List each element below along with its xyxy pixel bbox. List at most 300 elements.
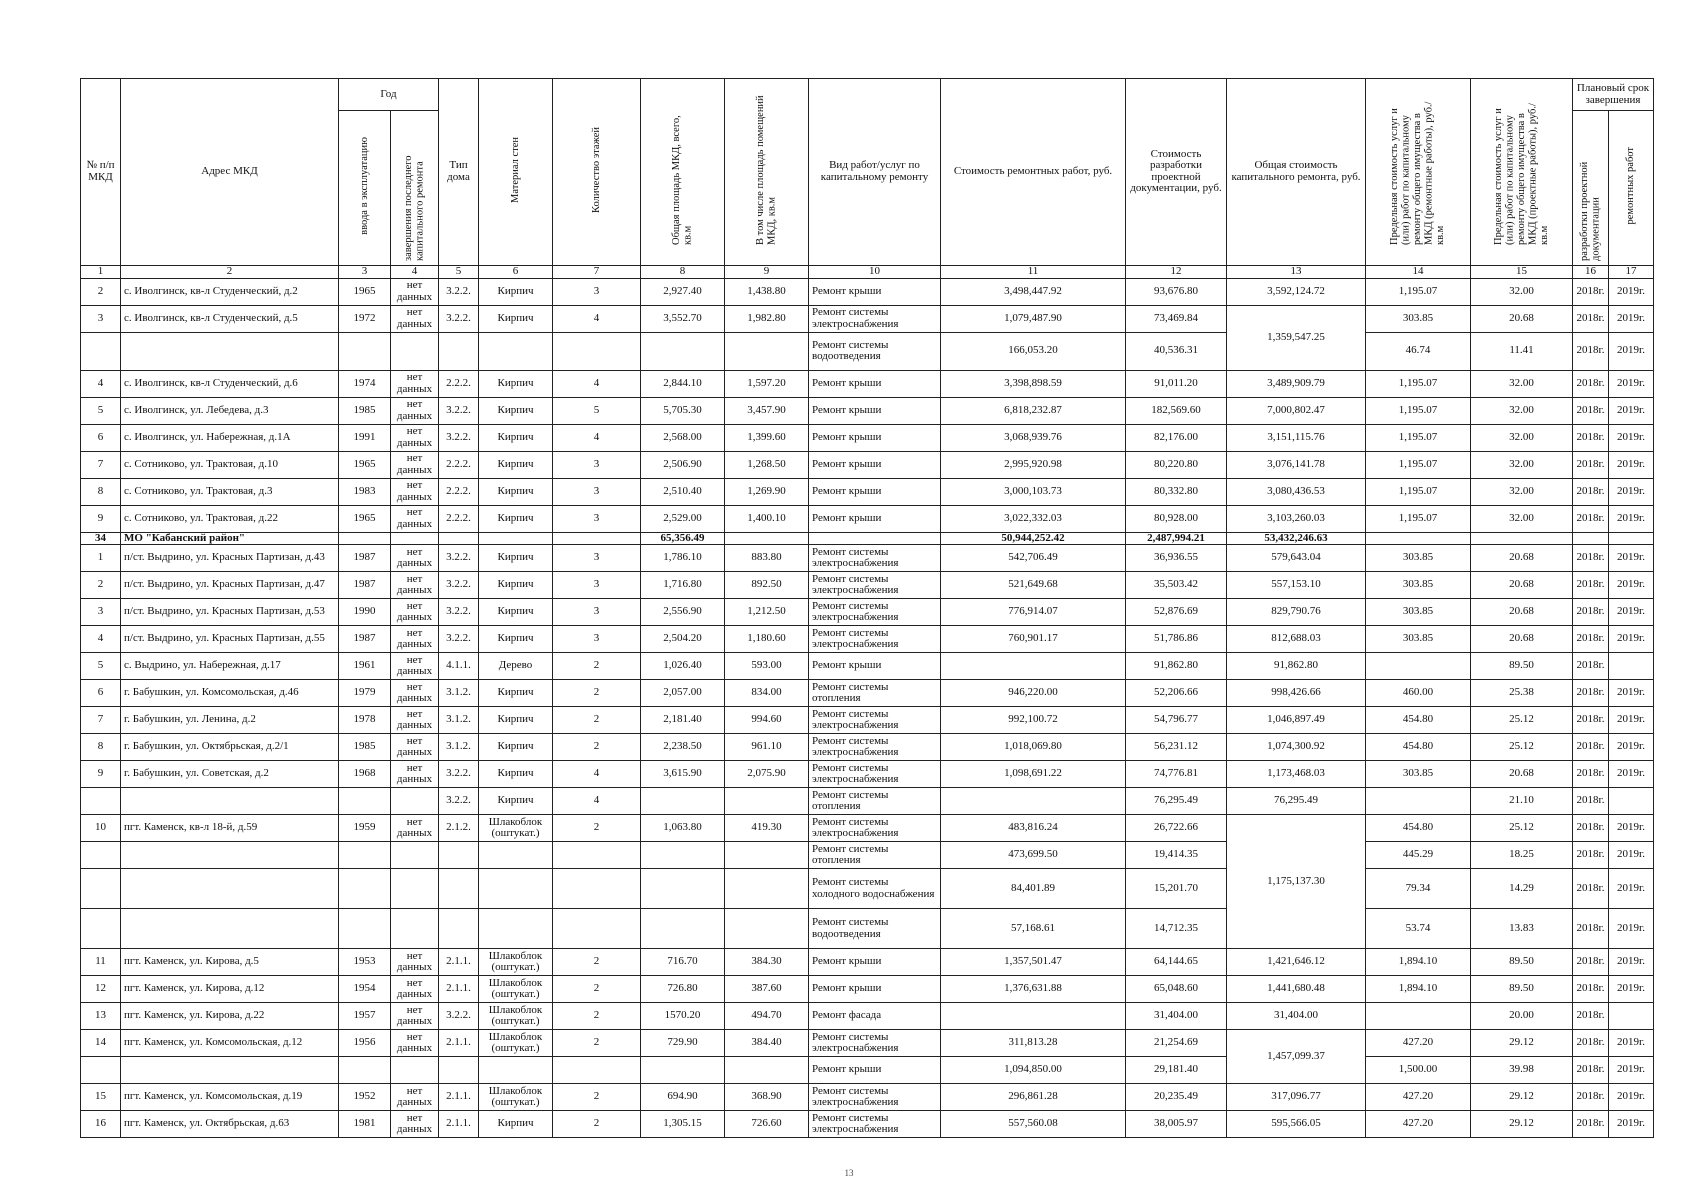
- table-cell: 1981: [339, 1111, 391, 1138]
- table-cell: [81, 788, 121, 815]
- table-cell: нет данных: [391, 626, 439, 653]
- header-work-type: Вид работ/услуг по капитальному ремонту: [809, 79, 941, 266]
- table-cell: 32.00: [1471, 478, 1573, 505]
- table-cell: 29.12: [1471, 1111, 1573, 1138]
- table-cell: нет данных: [391, 707, 439, 734]
- table-cell: 2,504.20: [641, 626, 725, 653]
- table-cell: 1,400.10: [725, 505, 809, 532]
- table-cell: 2018г.: [1573, 734, 1609, 761]
- table-cell: 892.50: [725, 572, 809, 599]
- capital-repair-table: [80, 78, 1654, 1138]
- table-cell: 2018г.: [1573, 1003, 1609, 1030]
- table-cell: 776,914.07: [941, 599, 1126, 626]
- table-cell: 2,506.90: [641, 451, 725, 478]
- table-cell: 694.90: [641, 1084, 725, 1111]
- table-cell: 3.2.2.: [439, 599, 479, 626]
- table-cell: [1609, 1003, 1654, 1030]
- table-cell: [941, 653, 1126, 680]
- table-cell: 20.68: [1471, 545, 1573, 572]
- table-cell: 3.2.2.: [439, 397, 479, 424]
- table-cell: 1987: [339, 545, 391, 572]
- table-cell: 1,175,137.30: [1227, 815, 1366, 949]
- table-cell: 3.2.2.: [439, 545, 479, 572]
- table-cell: 521,649.68: [941, 572, 1126, 599]
- table-cell: Ремонт системы холодного водоснабжения: [809, 869, 941, 909]
- table-row: [81, 707, 1654, 734]
- table-cell: 3: [553, 278, 641, 305]
- table-cell: 11: [81, 949, 121, 976]
- table-cell: 26,722.66: [1126, 815, 1227, 842]
- table-cell: 21,254.69: [1126, 1030, 1227, 1057]
- table-cell: 454.80: [1366, 815, 1471, 842]
- table-cell: Ремонт системы электроснабжения: [809, 1084, 941, 1111]
- table-cell: [553, 332, 641, 370]
- table-cell: 2.1.2.: [439, 815, 479, 842]
- table-cell: [339, 532, 391, 545]
- table-cell: нет данных: [391, 949, 439, 976]
- table-cell: пгт. Каменск, ул. Октябрьская, д.63: [121, 1111, 339, 1138]
- table-cell: Шлакоблок (оштукат.): [479, 1030, 553, 1057]
- table-cell: пгт. Каменск, ул. Кирова, д.5: [121, 949, 339, 976]
- table-cell: 427.20: [1366, 1084, 1471, 1111]
- table-cell: 2019г.: [1609, 1030, 1654, 1057]
- table-cell: 3.2.2.: [439, 788, 479, 815]
- table-cell: [339, 788, 391, 815]
- table-cell: 3,103,260.03: [1227, 505, 1366, 532]
- table-cell: [121, 788, 339, 815]
- table-cell: 4: [553, 761, 641, 788]
- column-number: 2: [121, 265, 339, 278]
- table-cell: 303.85: [1366, 545, 1471, 572]
- table-row: [81, 626, 1654, 653]
- table-cell: 2: [553, 653, 641, 680]
- table-cell: 1: [81, 545, 121, 572]
- table-cell: 1954: [339, 976, 391, 1003]
- table-cell: 2018г.: [1573, 949, 1609, 976]
- table-cell: 32.00: [1471, 451, 1573, 478]
- table-cell: 3,498,447.92: [941, 278, 1126, 305]
- table-cell: нет данных: [391, 653, 439, 680]
- table-cell: [439, 532, 479, 545]
- header-cost-total: Общая стоимость капитального ремонта, руб.: [1227, 79, 1366, 266]
- table-cell: [81, 1057, 121, 1084]
- table-cell: нет данных: [391, 278, 439, 305]
- table-cell: 2018г.: [1573, 680, 1609, 707]
- table-cell: 4: [81, 370, 121, 397]
- column-number: 7: [553, 265, 641, 278]
- table-cell: нет данных: [391, 478, 439, 505]
- table-cell: 14: [81, 1030, 121, 1057]
- table-cell: 1965: [339, 505, 391, 532]
- table-cell: 2019г.: [1609, 1084, 1654, 1111]
- table-row: [81, 305, 1654, 332]
- table-cell: нет данных: [391, 1084, 439, 1111]
- table-row: [81, 976, 1654, 1003]
- table-cell: 2018г.: [1573, 976, 1609, 1003]
- table-cell: 4.1.1.: [439, 653, 479, 680]
- table-cell: Кирпич: [479, 572, 553, 599]
- table-cell: 1,359,547.25: [1227, 305, 1366, 370]
- table-cell: 1959: [339, 815, 391, 842]
- column-number: 3: [339, 265, 391, 278]
- table-cell: 1,399.60: [725, 424, 809, 451]
- table-cell: 6,818,232.87: [941, 397, 1126, 424]
- table-cell: 2019г.: [1609, 1057, 1654, 1084]
- table-cell: 2018г.: [1573, 761, 1609, 788]
- table-cell: 20.68: [1471, 599, 1573, 626]
- table-cell: [1609, 788, 1654, 815]
- table-cell: 2018г.: [1573, 599, 1609, 626]
- table-cell: 3,398,898.59: [941, 370, 1126, 397]
- table-cell: с. Иволгинск, ул. Лебедева, д.3: [121, 397, 339, 424]
- table-cell: 2018г.: [1573, 1030, 1609, 1057]
- table-cell: 454.80: [1366, 707, 1471, 734]
- table-cell: [641, 909, 725, 949]
- table-cell: п/ст. Выдрино, ул. Красных Партизан, д.43: [121, 545, 339, 572]
- table-cell: 20.68: [1471, 761, 1573, 788]
- table-cell: 2018г.: [1573, 332, 1609, 370]
- table-cell: Ремонт системы электроснабжения: [809, 1111, 941, 1138]
- table-cell: 1,098,691.22: [941, 761, 1126, 788]
- table-cell: 1965: [339, 451, 391, 478]
- table-cell: 4: [553, 424, 641, 451]
- table-cell: 2019г.: [1609, 734, 1654, 761]
- table-cell: 2019г.: [1609, 815, 1654, 842]
- table-cell: 542,706.49: [941, 545, 1126, 572]
- header-year-input: ввода в эксплуатацию: [339, 111, 391, 266]
- table-cell: 2018г.: [1573, 815, 1609, 842]
- header-deadline-project: разработки проектной документации: [1573, 111, 1609, 266]
- table-cell: 2018г.: [1573, 397, 1609, 424]
- table-cell: [1366, 653, 1471, 680]
- table-cell: 2019г.: [1609, 397, 1654, 424]
- table-cell: Кирпич: [479, 397, 553, 424]
- column-number: 13: [1227, 265, 1366, 278]
- header-year-group: Год: [339, 79, 439, 111]
- table-cell: МО "Кабанский район": [121, 532, 339, 545]
- table-cell: 46.74: [1366, 332, 1471, 370]
- table-cell: 2018г.: [1573, 478, 1609, 505]
- table-row: [81, 788, 1654, 815]
- table-cell: [479, 909, 553, 949]
- table-row: [81, 653, 1654, 680]
- table-cell: 1979: [339, 680, 391, 707]
- table-cell: [81, 842, 121, 869]
- table-cell: 2018г.: [1573, 424, 1609, 451]
- table-cell: п/ст. Выдрино, ул. Красных Партизан, д.55: [121, 626, 339, 653]
- table-cell: Кирпич: [479, 505, 553, 532]
- table-cell: 445.29: [1366, 842, 1471, 869]
- table-cell: 2019г.: [1609, 424, 1654, 451]
- table-cell: 1,376,631.88: [941, 976, 1126, 1003]
- table-cell: [641, 842, 725, 869]
- table-cell: Ремонт системы электроснабжения: [809, 815, 941, 842]
- table-cell: 3: [553, 545, 641, 572]
- table-cell: 57,168.61: [941, 909, 1126, 949]
- table-cell: нет данных: [391, 599, 439, 626]
- table-cell: 1,063.80: [641, 815, 725, 842]
- table-cell: нет данных: [391, 680, 439, 707]
- table-cell: [391, 1057, 439, 1084]
- table-cell: с. Сотниково, ул. Трактовая, д.10: [121, 451, 339, 478]
- table-row: [81, 332, 1654, 370]
- table-cell: 2.2.2.: [439, 370, 479, 397]
- table-cell: 3.2.2.: [439, 424, 479, 451]
- table-cell: 1,597.20: [725, 370, 809, 397]
- table-cell: 89.50: [1471, 976, 1573, 1003]
- table-cell: 93,676.80: [1126, 278, 1227, 305]
- table-cell: 4: [553, 370, 641, 397]
- table-cell: 3,552.70: [641, 305, 725, 332]
- header-wall-material: Материал стен: [479, 79, 553, 266]
- table-cell: [121, 1057, 339, 1084]
- table-cell: 3,068,939.76: [941, 424, 1126, 451]
- header-area-premises: В том числе площадь помещений МКД, кв.м: [725, 79, 809, 266]
- table-cell: 1,500.00: [1366, 1057, 1471, 1084]
- table-cell: 368.90: [725, 1084, 809, 1111]
- table-cell: 3.2.2.: [439, 761, 479, 788]
- table-cell: 29.12: [1471, 1084, 1573, 1111]
- table-cell: [1366, 532, 1471, 545]
- table-cell: 494.70: [725, 1003, 809, 1030]
- table-cell: [439, 332, 479, 370]
- table-cell: Кирпич: [479, 734, 553, 761]
- header-area-total: Общая площадь МКД, всего, кв.м: [641, 79, 725, 266]
- table-cell: 2019г.: [1609, 545, 1654, 572]
- table-cell: Ремонт системы электроснабжения: [809, 572, 941, 599]
- table-cell: 303.85: [1366, 626, 1471, 653]
- table-cell: 2: [81, 572, 121, 599]
- table-cell: 2,238.50: [641, 734, 725, 761]
- table-cell: 2019г.: [1609, 869, 1654, 909]
- table-cell: Ремонт крыши: [809, 653, 941, 680]
- table-cell: [439, 869, 479, 909]
- table-row: [81, 1057, 1654, 1084]
- table-cell: 1985: [339, 734, 391, 761]
- table-cell: 2,057.00: [641, 680, 725, 707]
- table-cell: 2.2.2.: [439, 478, 479, 505]
- table-cell: 595,566.05: [1227, 1111, 1366, 1138]
- table-cell: 29.12: [1471, 1030, 1573, 1057]
- table-cell: 2: [553, 949, 641, 976]
- table-cell: 2,844.10: [641, 370, 725, 397]
- table-cell: 15: [81, 1084, 121, 1111]
- table-cell: нет данных: [391, 424, 439, 451]
- table-cell: [479, 869, 553, 909]
- table-cell: Ремонт системы электроснабжения: [809, 761, 941, 788]
- table-cell: 2,510.40: [641, 478, 725, 505]
- table-cell: 2019г.: [1609, 451, 1654, 478]
- total-row: [81, 532, 1654, 545]
- table-cell: 2018г.: [1573, 451, 1609, 478]
- table-cell: [553, 1057, 641, 1084]
- table-cell: 473,699.50: [941, 842, 1126, 869]
- table-row: [81, 680, 1654, 707]
- table-cell: 3.1.2.: [439, 680, 479, 707]
- table-cell: 726.80: [641, 976, 725, 1003]
- table-cell: 1,269.90: [725, 478, 809, 505]
- table-cell: с. Выдрино, ул. Набережная, д.17: [121, 653, 339, 680]
- table-cell: [725, 909, 809, 949]
- table-cell: 3: [81, 305, 121, 332]
- table-cell: нет данных: [391, 305, 439, 332]
- table-cell: [725, 788, 809, 815]
- table-cell: 2.2.2.: [439, 505, 479, 532]
- table-cell: 3,151,115.76: [1227, 424, 1366, 451]
- table-cell: [641, 332, 725, 370]
- table-cell: Ремонт системы электроснабжения: [809, 707, 941, 734]
- table-cell: 557,153.10: [1227, 572, 1366, 599]
- table-cell: 19,414.35: [1126, 842, 1227, 869]
- table-cell: 52,876.69: [1126, 599, 1227, 626]
- table-cell: 2019г.: [1609, 278, 1654, 305]
- table-cell: Кирпич: [479, 599, 553, 626]
- table-row: [81, 424, 1654, 451]
- column-number: 10: [809, 265, 941, 278]
- table-cell: [439, 842, 479, 869]
- table-cell: [121, 869, 339, 909]
- table-cell: [339, 869, 391, 909]
- table-cell: [439, 909, 479, 949]
- table-cell: нет данных: [391, 1003, 439, 1030]
- page-number: 13: [844, 1168, 854, 1178]
- table-cell: с. Сотниково, ул. Трактовая, д.3: [121, 478, 339, 505]
- table-cell: 7,000,802.47: [1227, 397, 1366, 424]
- table-cell: Кирпич: [479, 680, 553, 707]
- table-cell: 65,048.60: [1126, 976, 1227, 1003]
- header-num: № п/п МКД: [81, 79, 121, 266]
- table-cell: 2019г.: [1609, 976, 1654, 1003]
- table-cell: 961.10: [725, 734, 809, 761]
- table-cell: п/ст. Выдрино, ул. Красных Партизан, д.53: [121, 599, 339, 626]
- table-cell: 32.00: [1471, 278, 1573, 305]
- table-cell: 2019г.: [1609, 599, 1654, 626]
- table-cell: 2: [553, 815, 641, 842]
- table-cell: 1,894.10: [1366, 949, 1471, 976]
- table-cell: 760,901.17: [941, 626, 1126, 653]
- table-cell: 2018г.: [1573, 653, 1609, 680]
- table-cell: Кирпич: [479, 424, 553, 451]
- table-cell: 14,712.35: [1126, 909, 1227, 949]
- table-cell: 2019г.: [1609, 505, 1654, 532]
- table-cell: 2.1.1.: [439, 1111, 479, 1138]
- table-cell: 1968: [339, 761, 391, 788]
- table-cell: Ремонт системы электроснабжения: [809, 599, 941, 626]
- table-cell: [121, 842, 339, 869]
- table-cell: 2.1.1.: [439, 949, 479, 976]
- table-cell: Кирпич: [479, 278, 553, 305]
- table-cell: 557,560.08: [941, 1111, 1126, 1138]
- table-cell: [391, 869, 439, 909]
- table-cell: 483,816.24: [941, 815, 1126, 842]
- table-cell: [339, 842, 391, 869]
- table-cell: нет данных: [391, 451, 439, 478]
- table-cell: 303.85: [1366, 599, 1471, 626]
- table-cell: 20.68: [1471, 626, 1573, 653]
- table-cell: 2,487,994.21: [1126, 532, 1227, 545]
- table-cell: 1990: [339, 599, 391, 626]
- table-cell: 3: [553, 599, 641, 626]
- table-cell: 3,076,141.78: [1227, 451, 1366, 478]
- table-cell: 2,181.40: [641, 707, 725, 734]
- table-cell: [553, 909, 641, 949]
- table-cell: [81, 909, 121, 949]
- table-cell: 384.40: [725, 1030, 809, 1057]
- table-cell: Ремонт системы электроснабжения: [809, 305, 941, 332]
- table-cell: 1991: [339, 424, 391, 451]
- table-cell: 1987: [339, 572, 391, 599]
- table-cell: [641, 788, 725, 815]
- table-cell: 54,796.77: [1126, 707, 1227, 734]
- table-cell: Ремонт системы электроснабжения: [809, 545, 941, 572]
- table-cell: г. Бабушкин, ул. Советская, д.2: [121, 761, 339, 788]
- table-cell: 2019г.: [1609, 370, 1654, 397]
- column-number: 6: [479, 265, 553, 278]
- table-cell: 6: [81, 680, 121, 707]
- header-limit-repair: Предельная стоимость услуг и (или) работ по капитальному ремонту общего имущества в МКД (ремонтные работы), руб./кв.м: [1366, 79, 1471, 266]
- table-cell: 2018г.: [1573, 1111, 1609, 1138]
- table-cell: 2018г.: [1573, 842, 1609, 869]
- table-cell: 3: [553, 572, 641, 599]
- table-cell: 36,936.55: [1126, 545, 1227, 572]
- table-cell: 1,079,487.90: [941, 305, 1126, 332]
- table-row: [81, 370, 1654, 397]
- table-cell: 5: [81, 397, 121, 424]
- table-cell: 2018г.: [1573, 370, 1609, 397]
- table-cell: Ремонт системы водоотведения: [809, 332, 941, 370]
- table-cell: 729.90: [641, 1030, 725, 1057]
- table-cell: 25.12: [1471, 707, 1573, 734]
- table-cell: 1972: [339, 305, 391, 332]
- table-cell: [1366, 788, 1471, 815]
- column-number: 4: [391, 265, 439, 278]
- table-row: [81, 909, 1654, 949]
- table-cell: 25.12: [1471, 815, 1573, 842]
- table-cell: 8: [81, 734, 121, 761]
- table-cell: г. Бабушкин, ул. Комсомольская, д.46: [121, 680, 339, 707]
- table-cell: 80,332.80: [1126, 478, 1227, 505]
- table-row: [81, 949, 1654, 976]
- table-cell: Шлакоблок (оштукат.): [479, 949, 553, 976]
- table-cell: 1,438.80: [725, 278, 809, 305]
- table-cell: 7: [81, 707, 121, 734]
- table-cell: [809, 532, 941, 545]
- table-cell: [81, 332, 121, 370]
- table-cell: [641, 869, 725, 909]
- table-cell: Дерево: [479, 653, 553, 680]
- table-cell: 883.80: [725, 545, 809, 572]
- column-number: 12: [1126, 265, 1227, 278]
- table-cell: 2: [553, 1030, 641, 1057]
- table-cell: 50,944,252.42: [941, 532, 1126, 545]
- table-cell: 2018г.: [1573, 278, 1609, 305]
- table-cell: 303.85: [1366, 305, 1471, 332]
- table-cell: 2018г.: [1573, 505, 1609, 532]
- table-cell: [1573, 532, 1609, 545]
- table-cell: 2019г.: [1609, 305, 1654, 332]
- table-cell: 1,195.07: [1366, 424, 1471, 451]
- header-floors: Количество этажей: [553, 79, 641, 266]
- table-cell: 1,094,850.00: [941, 1057, 1126, 1084]
- table-cell: нет данных: [391, 1111, 439, 1138]
- table-cell: Кирпич: [479, 788, 553, 815]
- table-cell: Кирпич: [479, 707, 553, 734]
- table-cell: 20,235.49: [1126, 1084, 1227, 1111]
- table-cell: 1,421,646.12: [1227, 949, 1366, 976]
- table-cell: [479, 1057, 553, 1084]
- table-cell: 1952: [339, 1084, 391, 1111]
- table-cell: [553, 532, 641, 545]
